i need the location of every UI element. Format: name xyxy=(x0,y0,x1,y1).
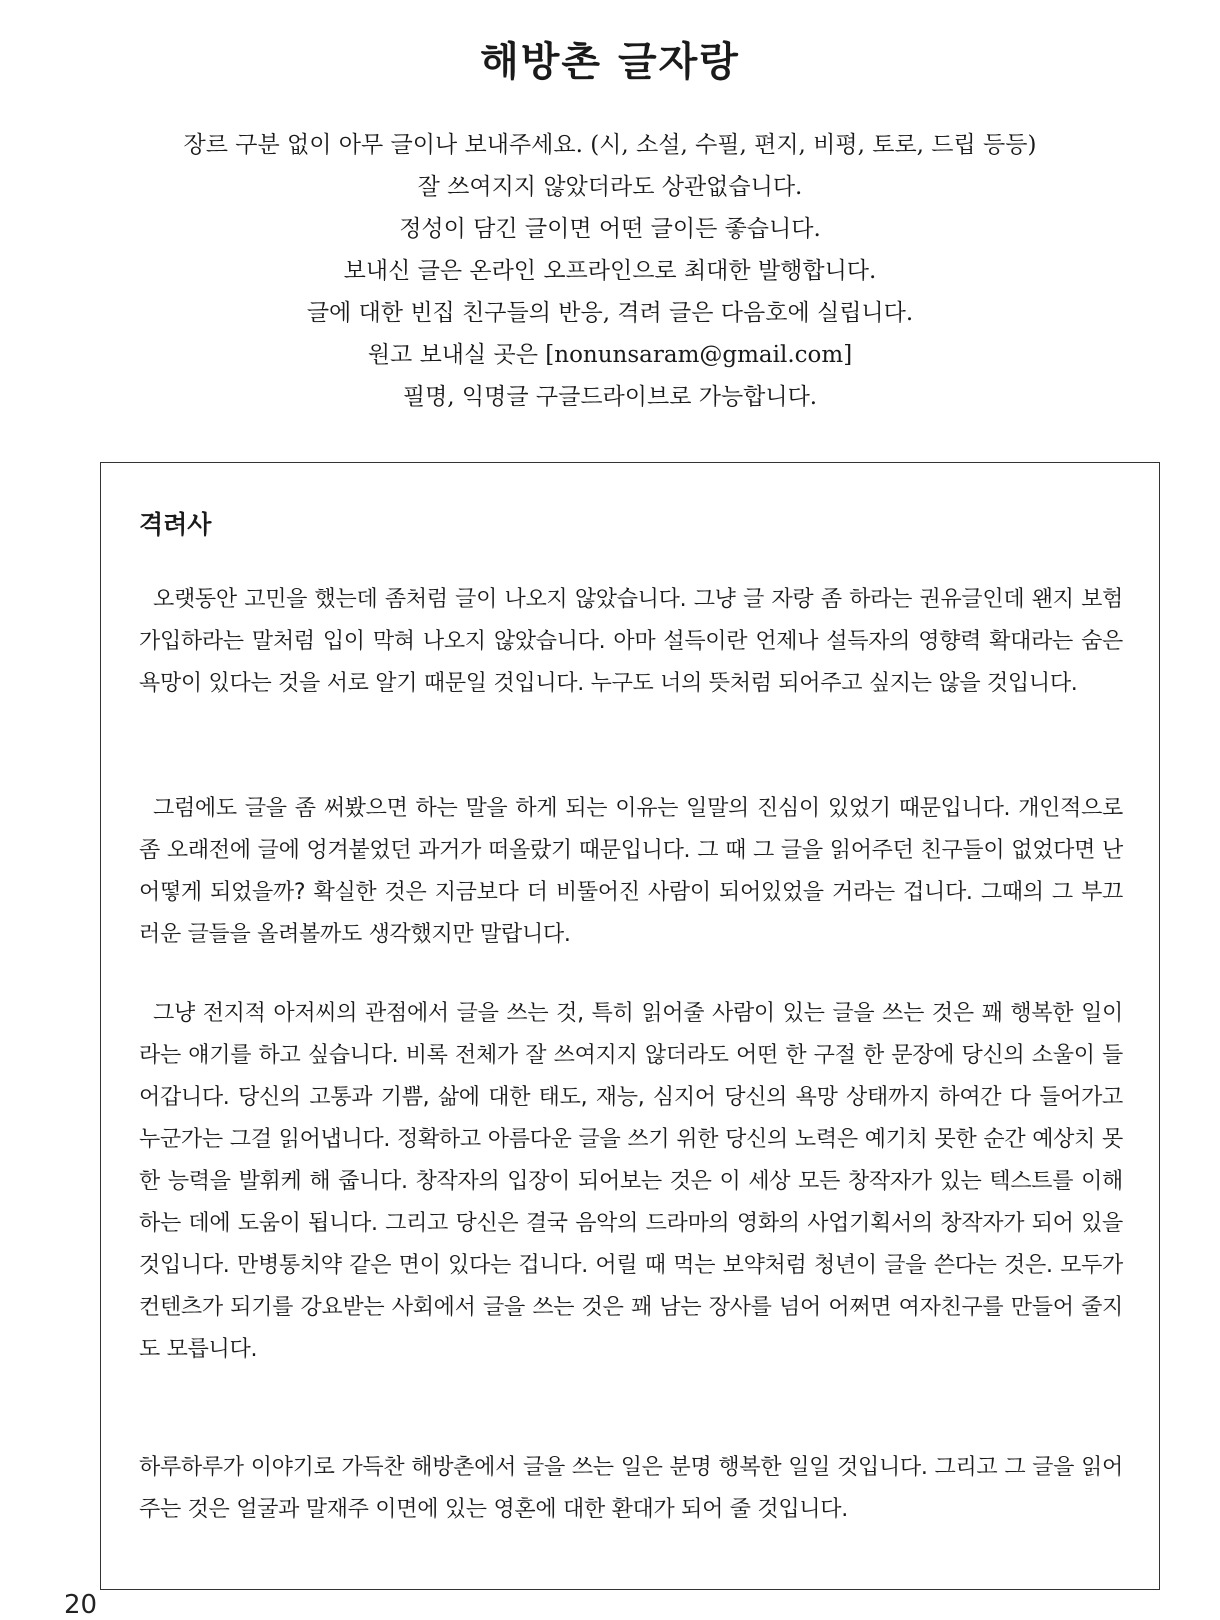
paragraph-4: 하루하루가 이야기로 가득찬 해방촌에서 글을 쓰는 일은 분명 행복한 일일 것입니다. 그리고 그 글을 읽어주는 것은 얼굴과 말재주 이면에 있는 영혼에 대한 환대가 되어 줄 것입니다. xyxy=(139,1455,1123,1522)
page-title: 해방촌 글자랑 xyxy=(480,39,740,85)
intro-block xyxy=(0,124,1220,418)
intro-line: 보내신 글은 온라인 오프라인으로 최대한 발행합니다. xyxy=(343,258,877,284)
encouragement-box xyxy=(100,462,1160,1590)
page-number: 20 xyxy=(64,1590,98,1620)
intro-line: 필명, 익명글 구글드라이브로 가능합니다. xyxy=(402,384,818,410)
intro-line: 글에 대한 빈집 친구들의 반응, 격려 글은 다음호에 실립니다. xyxy=(306,300,914,326)
paragraph-1: 오랫동안 고민을 했는데 좀처럼 글이 나오지 않았습니다. 그냥 글 자랑 좀 하라는 권유글인데 왠지 보험가입하라는 말처럼 입이 막혀 나오지 않았습니다. 아마 설득이란 언제나 설득자의 영향력 확대라는 숨은 욕망이 있다는 것을 서로 알기 때문일 것입니다. 누구도 너의 뜻처럼 되어주고 싶지는 않을 것입니다. xyxy=(139,587,1123,696)
intro-line: 잘 쓰여지지 않았더라도 상관없습니다. xyxy=(417,174,803,200)
box-heading: 격려사 xyxy=(139,510,212,539)
intro-line: 장르 구분 없이 아무 글이나 보내주세요. (시, 소설, 수필, 편지, 비평, 토로, 드립 등등) xyxy=(183,132,1037,158)
paragraph-3: 그냥 전지적 아저씨의 관점에서 글을 쓰는 것, 특히 읽어줄 사람이 있는 글을 쓰는 것은 꽤 행복한 일이라는 얘기를 하고 싶습니다. 비록 전체가 잘 쓰여지지 않더라도 어떤 한 구절 한 문장에 당신의 소울이 들어갑니다. 당신의 고통과 기쁨, 삶에 대한 태도, 재능, 심지어 당신의 욕망 상태까지 하여간 다 들어가고 누군가는 그걸 읽어냅니다. 정확하고 아름다운 글을 쓰기 위한 당신의 노력은 예기치 못한 순간 예상치 못한 능력을 발휘케 해 줍니다. 창작자의 입장이 되어보는 것은 이 세상 모든 창작자가 있는 텍스트를 이해하는 데에 도움이 됩니다. 그리고 당신은 결국 음악의 드라마의 영화의 사업기획서의 창작자가 되어 있을 것입니다. 만병통치약 같은 면이 있다는 겁니다. 어릴 때 먹는 보약처럼 청년이 글을 쓴다는 것은. 모두가 컨텐츠가 되기를 강요받는 사회에서 글을 쓰는 것은 꽤 남는 장사를 넘어 어쩌면 여자친구를 만들어 줄지도 모릅니다. xyxy=(139,1001,1123,1362)
intro-line: 정성이 담긴 글이면 어떤 글이든 좋습니다. xyxy=(399,216,821,242)
paragraph-2: 그럼에도 글을 좀 써봤으면 하는 말을 하게 되는 이유는 일말의 진심이 있었기 때문입니다. 개인적으로 좀 오래전에 글에 엉겨붙었던 과거가 떠올랐기 때문입니다. 그 때 그 글을 읽어주던 친구들이 없었다면 난 어떻게 되었을까? 확실한 것은 지금보다 더 비뚤어진 사람이 되어있었을 거라는 겁니다. 그때의 그 부끄러운 글들을 올려볼까도 생각했지만 말랍니다. xyxy=(139,796,1123,947)
intro-line-email: 원고 보내실 곳은 [nonunsaram@gmail.com] xyxy=(367,342,853,368)
